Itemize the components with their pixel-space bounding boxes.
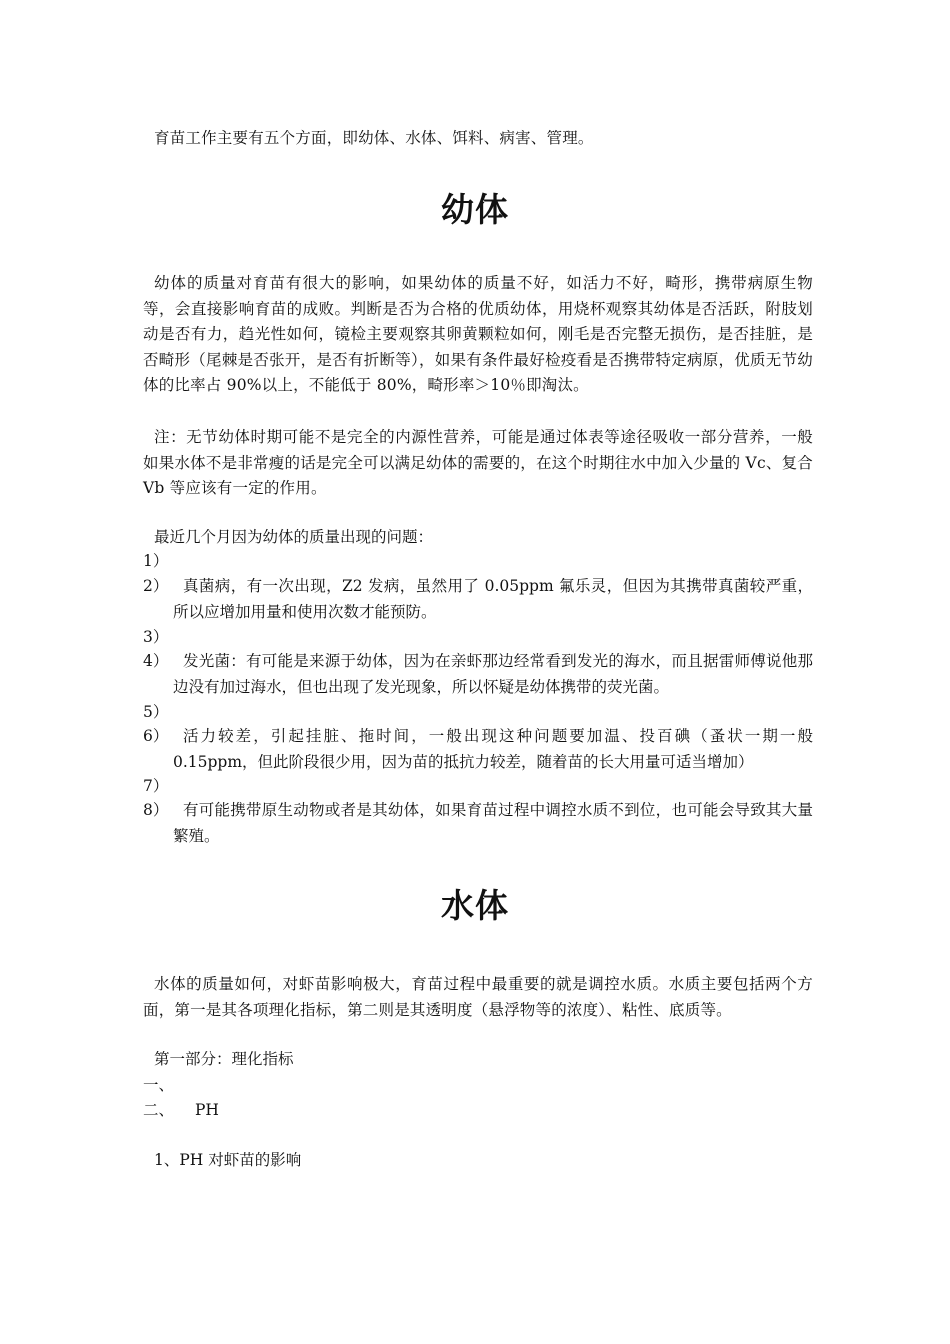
list-item-number: 8） (143, 801, 169, 819)
list-item-text: 发光菌：有可能是来源于幼体，因为在亲虾那边经常看到发光的海水，而且据雷师傅说他那边没有加过海水，但也出现了发光现象，所以怀疑是幼体携带的荧光菌。 (173, 652, 813, 696)
larva-note-paragraph: 注：无节幼体时期可能不是完全的内源性营养，可能是通过体表等途径吸收一部分营养，一般如果水体不是非常瘦的话是完全可以满足幼体的需要的，在这个时期往水中加入少量的 Vc、复合 Vb 等应该有一定的作用。 (143, 428, 813, 497)
subsection-heading-ph: 1、PH 对虾苗的影响 (154, 1151, 302, 1169)
section-heading-larva: 幼体 (441, 190, 509, 229)
part1-heading: 第一部分：理化指标 (154, 1050, 294, 1068)
list-item-text: PH (194, 1101, 219, 1119)
list-item-chinese-2 (143, 1098, 219, 1124)
list-item-number: 3） (143, 628, 169, 646)
list-item-number: 5） (143, 703, 169, 721)
problems-intro: 最近几个月因为幼体的质量出现的问题： (154, 528, 434, 546)
list-item-text: 真菌病，有一次出现，Z2 发病，虽然用了 0.05ppm 氟乐灵，但因为其携带真菌较严重，所以应增加用量和使用次数才能预防。 (173, 577, 813, 621)
list-item-number: 4） (143, 652, 169, 670)
list-item-text: 活力较差，引起挂脏、拖时间，一般出现这种问题要加温、投百碘（蚤状一期一般 0.15ppm，但此阶段很少用，因为苗的抵抗力较差，随着苗的长大用量可适当增加） (173, 727, 813, 771)
list-item (143, 724, 813, 775)
list-item-number: 2） (143, 577, 169, 595)
list-item (143, 649, 813, 700)
intro-paragraph: 育苗工作主要有五个方面，即幼体、水体、饵料、病害、管理。 (154, 129, 594, 147)
larva-quality-paragraph: 幼体的质量对育苗有很大的影响，如果幼体的质量不好，如活力不好，畸形，携带病原生物等，会直接影响育苗的成败。判断是否为合格的优质幼体，用烧杯观察其幼体是否活跃，附肢划动是否有力，趋光性如何，镜检主要观察其卵黄颗粒如何，刚毛是否完整无损伤，是否挂脏，是否畸形（尾棘是否张开，是否有折断等），如果有条件最好检疫看是否携带特定病原，优质无节幼体的比率占 90%以上，不能低于 80%，畸形率＞10％即淘汰。 (143, 274, 813, 394)
list-item-number: 二、 (143, 1101, 175, 1119)
water-quality-paragraph: 水体的质量如何，对虾苗影响极大，育苗过程中最重要的就是调控水质。水质主要包括两个方面，第一是其各项理化指标，第二则是其透明度（悬浮物等的浓度）、粘性、底质等。 (143, 975, 813, 1019)
list-item-chinese-1: 一、 (143, 1076, 175, 1094)
section-heading-water: 水体 (441, 886, 509, 925)
list-item-number: 1） (143, 552, 169, 570)
list-item-number: 6） (143, 727, 169, 745)
list-item (143, 798, 813, 849)
list-item-text: 有可能携带原生动物或者是其幼体，如果育苗过程中调控水质不到位，也可能会导致其大量繁殖。 (173, 801, 813, 845)
list-item-number: 7） (143, 777, 169, 795)
list-item (143, 574, 813, 625)
